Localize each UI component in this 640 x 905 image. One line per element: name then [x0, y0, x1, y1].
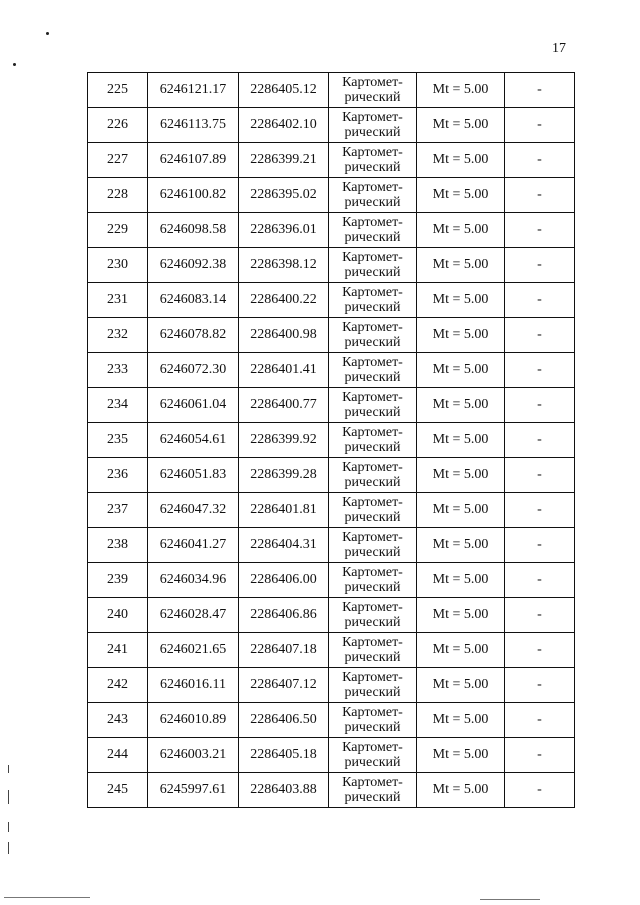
point-number-cell: 239 — [88, 563, 148, 598]
point-number-cell: 226 — [88, 108, 148, 143]
y-coordinate-cell: 2286399.28 — [239, 458, 329, 493]
scan-edge-mark — [8, 765, 9, 773]
accuracy-cell: Mt = 5.00 — [417, 388, 505, 423]
method-line: рический — [344, 160, 401, 175]
y-coordinate-cell: 2286406.00 — [239, 563, 329, 598]
table-row — [88, 563, 575, 598]
method-line: рический — [344, 125, 401, 140]
method-cell — [329, 598, 417, 633]
method-line: Картомет- — [342, 75, 403, 90]
y-coordinate-cell: 2286400.77 — [239, 388, 329, 423]
accuracy-cell: Mt = 5.00 — [417, 773, 505, 808]
accuracy-cell: Mt = 5.00 — [417, 563, 505, 598]
coordinates-table-body — [88, 73, 575, 808]
method-line: рический — [344, 265, 401, 280]
note-cell: - — [505, 73, 575, 108]
x-coordinate-cell: 6246041.27 — [148, 528, 239, 563]
method-cell — [329, 703, 417, 738]
y-coordinate-cell: 2286405.18 — [239, 738, 329, 773]
x-coordinate-cell: 6246051.83 — [148, 458, 239, 493]
accuracy-cell: Mt = 5.00 — [417, 598, 505, 633]
method-line: Картомет- — [342, 635, 403, 650]
accuracy-cell: Mt = 5.00 — [417, 143, 505, 178]
note-cell: - — [505, 563, 575, 598]
method-cell — [329, 563, 417, 598]
table-row — [88, 108, 575, 143]
method-line: Картомет- — [342, 600, 403, 615]
accuracy-cell: Mt = 5.00 — [417, 458, 505, 493]
method-line: рический — [344, 370, 401, 385]
table-row — [88, 73, 575, 108]
table-row — [88, 318, 575, 353]
scan-speck — [13, 63, 16, 66]
note-cell: - — [505, 668, 575, 703]
scan-edge-mark — [8, 842, 9, 854]
point-number-cell: 227 — [88, 143, 148, 178]
method-line: рический — [344, 230, 401, 245]
method-line: Картомет- — [342, 145, 403, 160]
accuracy-cell: Mt = 5.00 — [417, 703, 505, 738]
y-coordinate-cell: 2286405.12 — [239, 73, 329, 108]
x-coordinate-cell: 6246047.32 — [148, 493, 239, 528]
x-coordinate-cell: 6246016.11 — [148, 668, 239, 703]
method-cell — [329, 773, 417, 808]
method-line: Картомет- — [342, 355, 403, 370]
method-cell — [329, 528, 417, 563]
x-coordinate-cell: 6246003.21 — [148, 738, 239, 773]
y-coordinate-cell: 2286401.81 — [239, 493, 329, 528]
method-line: рический — [344, 615, 401, 630]
method-cell — [329, 143, 417, 178]
y-coordinate-cell: 2286400.22 — [239, 283, 329, 318]
point-number-cell: 240 — [88, 598, 148, 633]
accuracy-cell: Mt = 5.00 — [417, 213, 505, 248]
scan-bottom-line — [4, 897, 90, 898]
x-coordinate-cell: 6246107.89 — [148, 143, 239, 178]
note-cell: - — [505, 108, 575, 143]
method-line: рический — [344, 685, 401, 700]
y-coordinate-cell: 2286401.41 — [239, 353, 329, 388]
x-coordinate-cell: 6246083.14 — [148, 283, 239, 318]
x-coordinate-cell: 6246092.38 — [148, 248, 239, 283]
y-coordinate-cell: 2286399.21 — [239, 143, 329, 178]
note-cell: - — [505, 353, 575, 388]
note-cell: - — [505, 773, 575, 808]
point-number-cell: 243 — [88, 703, 148, 738]
method-line: Картомет- — [342, 495, 403, 510]
point-number-cell: 236 — [88, 458, 148, 493]
x-coordinate-cell: 6246028.47 — [148, 598, 239, 633]
method-line: рический — [344, 580, 401, 595]
method-cell — [329, 738, 417, 773]
accuracy-cell: Mt = 5.00 — [417, 353, 505, 388]
point-number-cell: 245 — [88, 773, 148, 808]
point-number-cell: 234 — [88, 388, 148, 423]
note-cell: - — [505, 143, 575, 178]
method-line: Картомет- — [342, 705, 403, 720]
x-coordinate-cell: 6246061.04 — [148, 388, 239, 423]
note-cell: - — [505, 493, 575, 528]
note-cell: - — [505, 528, 575, 563]
table-row — [88, 248, 575, 283]
x-coordinate-cell: 6246078.82 — [148, 318, 239, 353]
method-line: рический — [344, 405, 401, 420]
method-cell — [329, 213, 417, 248]
scan-bottom-line — [480, 899, 540, 900]
accuracy-cell: Mt = 5.00 — [417, 318, 505, 353]
y-coordinate-cell: 2286407.18 — [239, 633, 329, 668]
method-line: рический — [344, 510, 401, 525]
point-number-cell: 237 — [88, 493, 148, 528]
method-line: рический — [344, 790, 401, 805]
method-cell — [329, 388, 417, 423]
method-line: рический — [344, 335, 401, 350]
x-coordinate-cell: 6246021.65 — [148, 633, 239, 668]
method-cell — [329, 178, 417, 213]
table-row — [88, 738, 575, 773]
method-cell — [329, 668, 417, 703]
y-coordinate-cell: 2286400.98 — [239, 318, 329, 353]
point-number-cell: 232 — [88, 318, 148, 353]
method-cell — [329, 353, 417, 388]
table-row — [88, 668, 575, 703]
y-coordinate-cell: 2286395.02 — [239, 178, 329, 213]
method-cell — [329, 423, 417, 458]
method-line: Картомет- — [342, 250, 403, 265]
y-coordinate-cell: 2286402.10 — [239, 108, 329, 143]
page-number: 17 — [552, 41, 566, 56]
x-coordinate-cell: 6246113.75 — [148, 108, 239, 143]
x-coordinate-cell: 6246054.61 — [148, 423, 239, 458]
scan-edge-mark — [8, 790, 9, 804]
method-line: рический — [344, 475, 401, 490]
y-coordinate-cell: 2286403.88 — [239, 773, 329, 808]
y-coordinate-cell: 2286407.12 — [239, 668, 329, 703]
table-row — [88, 353, 575, 388]
table-row — [88, 528, 575, 563]
accuracy-cell: Mt = 5.00 — [417, 668, 505, 703]
accuracy-cell: Mt = 5.00 — [417, 528, 505, 563]
accuracy-cell: Mt = 5.00 — [417, 248, 505, 283]
method-line: рический — [344, 440, 401, 455]
method-cell — [329, 108, 417, 143]
y-coordinate-cell: 2286406.50 — [239, 703, 329, 738]
x-coordinate-cell: 6246010.89 — [148, 703, 239, 738]
method-line: рический — [344, 720, 401, 735]
point-number-cell: 229 — [88, 213, 148, 248]
point-number-cell: 242 — [88, 668, 148, 703]
method-cell — [329, 73, 417, 108]
accuracy-cell: Mt = 5.00 — [417, 493, 505, 528]
x-coordinate-cell: 6246121.17 — [148, 73, 239, 108]
accuracy-cell: Mt = 5.00 — [417, 178, 505, 213]
note-cell: - — [505, 458, 575, 493]
method-line: Картомет- — [342, 670, 403, 685]
method-line: рический — [344, 545, 401, 560]
accuracy-cell: Mt = 5.00 — [417, 73, 505, 108]
note-cell: - — [505, 283, 575, 318]
table-row — [88, 598, 575, 633]
note-cell: - — [505, 248, 575, 283]
scan-edge-mark — [8, 822, 9, 832]
table-row — [88, 213, 575, 248]
note-cell: - — [505, 423, 575, 458]
x-coordinate-cell: 6246100.82 — [148, 178, 239, 213]
note-cell: - — [505, 318, 575, 353]
method-cell — [329, 318, 417, 353]
method-line: Картомет- — [342, 740, 403, 755]
x-coordinate-cell: 6245997.61 — [148, 773, 239, 808]
note-cell: - — [505, 633, 575, 668]
method-line: рический — [344, 300, 401, 315]
table-row — [88, 283, 575, 318]
point-number-cell: 231 — [88, 283, 148, 318]
point-number-cell: 238 — [88, 528, 148, 563]
coordinates-table — [87, 72, 575, 808]
note-cell: - — [505, 213, 575, 248]
accuracy-cell: Mt = 5.00 — [417, 108, 505, 143]
accuracy-cell: Mt = 5.00 — [417, 423, 505, 458]
method-line: рический — [344, 195, 401, 210]
y-coordinate-cell: 2286404.31 — [239, 528, 329, 563]
table-row — [88, 423, 575, 458]
point-number-cell: 244 — [88, 738, 148, 773]
note-cell: - — [505, 738, 575, 773]
point-number-cell: 241 — [88, 633, 148, 668]
method-line: Картомет- — [342, 320, 403, 335]
method-line: Картомет- — [342, 775, 403, 790]
accuracy-cell: Mt = 5.00 — [417, 633, 505, 668]
point-number-cell: 230 — [88, 248, 148, 283]
method-line: рический — [344, 650, 401, 665]
point-number-cell: 225 — [88, 73, 148, 108]
y-coordinate-cell: 2286398.12 — [239, 248, 329, 283]
accuracy-cell: Mt = 5.00 — [417, 283, 505, 318]
accuracy-cell: Mt = 5.00 — [417, 738, 505, 773]
x-coordinate-cell: 6246034.96 — [148, 563, 239, 598]
table-row — [88, 388, 575, 423]
method-line: Картомет- — [342, 215, 403, 230]
note-cell: - — [505, 388, 575, 423]
table-row — [88, 143, 575, 178]
table-row — [88, 178, 575, 213]
method-line: Картомет- — [342, 180, 403, 195]
point-number-cell: 235 — [88, 423, 148, 458]
method-cell — [329, 633, 417, 668]
method-cell — [329, 248, 417, 283]
table-row — [88, 493, 575, 528]
note-cell: - — [505, 178, 575, 213]
y-coordinate-cell: 2286396.01 — [239, 213, 329, 248]
point-number-cell: 233 — [88, 353, 148, 388]
method-cell — [329, 458, 417, 493]
point-number-cell: 228 — [88, 178, 148, 213]
table-row — [88, 773, 575, 808]
method-line: Картомет- — [342, 285, 403, 300]
method-cell — [329, 493, 417, 528]
note-cell: - — [505, 703, 575, 738]
method-line: Картомет- — [342, 425, 403, 440]
method-cell — [329, 283, 417, 318]
x-coordinate-cell: 6246072.30 — [148, 353, 239, 388]
table-row — [88, 633, 575, 668]
method-line: Картомет- — [342, 565, 403, 580]
y-coordinate-cell: 2286399.92 — [239, 423, 329, 458]
note-cell: - — [505, 598, 575, 633]
scan-speck — [46, 32, 49, 35]
method-line: Картомет- — [342, 110, 403, 125]
method-line: Картомет- — [342, 460, 403, 475]
y-coordinate-cell: 2286406.86 — [239, 598, 329, 633]
table-row — [88, 703, 575, 738]
method-line: Картомет- — [342, 530, 403, 545]
x-coordinate-cell: 6246098.58 — [148, 213, 239, 248]
table-row — [88, 458, 575, 493]
method-line: рический — [344, 755, 401, 770]
method-line: рический — [344, 90, 401, 105]
method-line: Картомет- — [342, 390, 403, 405]
